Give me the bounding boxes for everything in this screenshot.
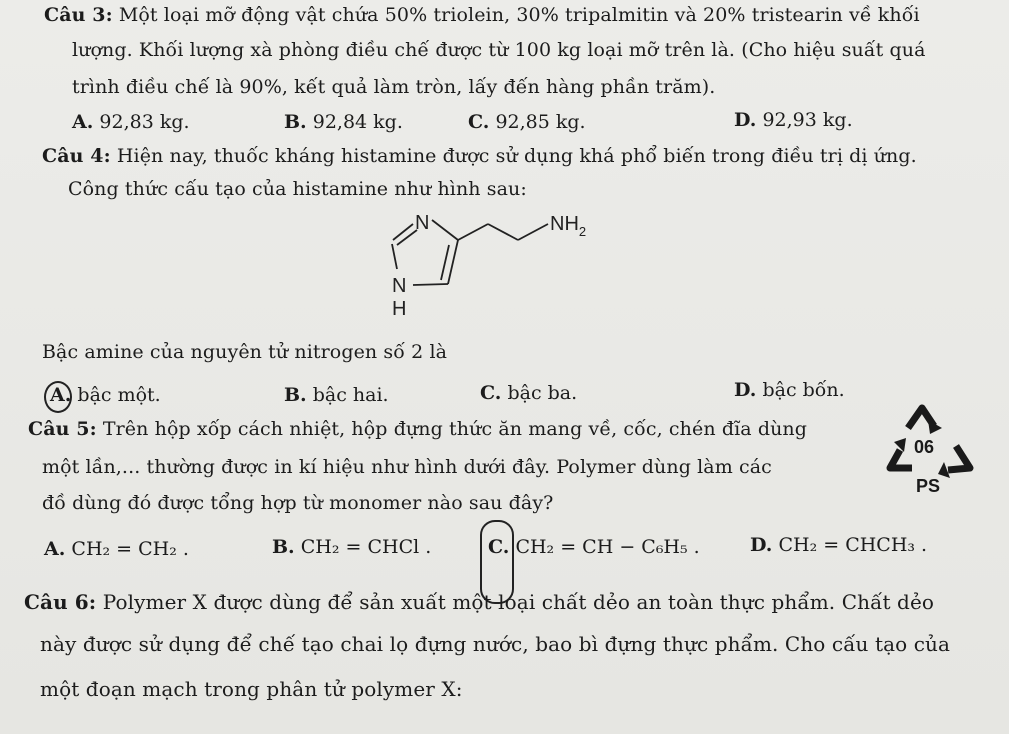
histamine-structure <box>370 207 630 327</box>
answer-circle-mark <box>44 381 72 413</box>
atom-nh2-subscript: 2 <box>578 224 587 239</box>
recycle-number: 06 <box>914 437 935 457</box>
q3-line-2: lượng. Khối lượng xà phòng điều chế được từ 100 kg loại mỡ trên là. (Cho hiệu suất quá <box>72 39 926 61</box>
q3-option-a[interactable] <box>72 111 190 133</box>
atom-nh-label: NH <box>550 213 579 235</box>
q4-option-c[interactable] <box>480 382 577 404</box>
option-formula: CH₂ = CHCH₃ . <box>778 534 928 556</box>
option-text: 92,83 kg. <box>99 111 190 133</box>
option-text: bậc một. <box>77 384 161 406</box>
q5-option-d[interactable] <box>750 534 927 556</box>
q5-option-b[interactable] <box>272 536 431 558</box>
q3-line-3: trình điều chế là 90%, kết quả làm tròn, lấy đến hàng phần trăm). <box>72 76 716 98</box>
q4-option-b[interactable] <box>284 384 389 406</box>
atom-n-bottom: N <box>392 275 407 297</box>
q5-line-3: đồ dùng đó được tổng hợp từ monomer nào sau đây? <box>42 492 554 514</box>
q3-option-b[interactable] <box>284 111 403 133</box>
option-text: bậc hai. <box>312 384 389 406</box>
q4-line-1 <box>42 145 917 167</box>
option-letter: A. <box>44 538 66 560</box>
option-letter: C. <box>480 382 502 404</box>
q3-text-1: Một loại mỡ động vật chứa 50% triolein, 30% tripalmitin và 20% tristearin về khối <box>118 4 920 26</box>
q3-label: Câu 3: <box>44 4 113 26</box>
option-letter: A. <box>50 384 72 406</box>
option-letter: B. <box>272 536 295 558</box>
option-letter: A. <box>72 111 94 133</box>
q3-option-c[interactable] <box>468 111 586 133</box>
option-formula: CH₂ = CH₂ . <box>71 538 189 560</box>
recycle-icon <box>878 398 978 498</box>
q5-option-a[interactable] <box>44 538 189 560</box>
q5-label: Câu 5: <box>28 418 97 440</box>
q5-option-c[interactable] <box>488 536 700 558</box>
q4-line-2: Công thức cấu tạo của histamine như hình sau: <box>68 178 527 200</box>
recycle-label: PS <box>916 476 941 496</box>
q3-line-1 <box>44 4 920 26</box>
q4-option-d[interactable] <box>734 379 845 401</box>
option-text: 92,93 kg. <box>762 109 853 131</box>
option-letter: D. <box>734 109 757 131</box>
q4-text-1: Hiện nay, thuốc kháng histamine được sử dụng khá phổ biến trong điều trị dị ứng. <box>116 145 917 167</box>
option-letter: B. <box>284 111 307 133</box>
q6-line-1 <box>24 590 934 614</box>
q6-label: Câu 6: <box>24 590 97 614</box>
atom-h: H <box>392 298 407 320</box>
q6-line-3: một đoạn mạch trong phân tử polymer X: <box>40 677 463 701</box>
q5-line-2: một lần,... thường được in kí hiệu như hình dưới đây. Polymer dùng làm các <box>42 456 772 478</box>
option-letter: D. <box>750 534 773 556</box>
q5-line-1 <box>28 418 807 440</box>
option-formula: CH₂ = CHCl . <box>300 536 432 558</box>
q3-option-d[interactable] <box>734 109 853 131</box>
option-letter: B. <box>284 384 307 406</box>
q4-label: Câu 4: <box>42 145 111 167</box>
q6-text-1: Polymer X được dùng để sản xuất một loại chất dẻo an toàn thực phẩm. Chất dẻo <box>102 590 935 614</box>
option-text: 92,85 kg. <box>495 111 586 133</box>
atom-n-top: N <box>415 212 430 234</box>
q6-line-2: này được sử dụng để chế tạo chai lọ đựng nước, bao bì đựng thực phẩm. Cho cấu tạo của <box>40 632 951 656</box>
option-formula: CH₂ = CH − C₆H₅ . <box>515 536 700 558</box>
option-letter: C. <box>488 536 510 558</box>
option-text: bậc bốn. <box>762 379 845 401</box>
q5-text-1: Trên hộp xốp cách nhiệt, hộp đựng thức ăn mang về, cốc, chén đĩa dùng <box>102 418 808 440</box>
option-letter: C. <box>468 111 490 133</box>
option-text: 92,84 kg. <box>312 111 403 133</box>
atom-nh2 <box>550 213 586 239</box>
option-text: bậc ba. <box>507 382 578 404</box>
q4-line-3: Bậc amine của nguyên tử nitrogen số 2 là <box>42 341 448 363</box>
option-letter: D. <box>734 379 757 401</box>
